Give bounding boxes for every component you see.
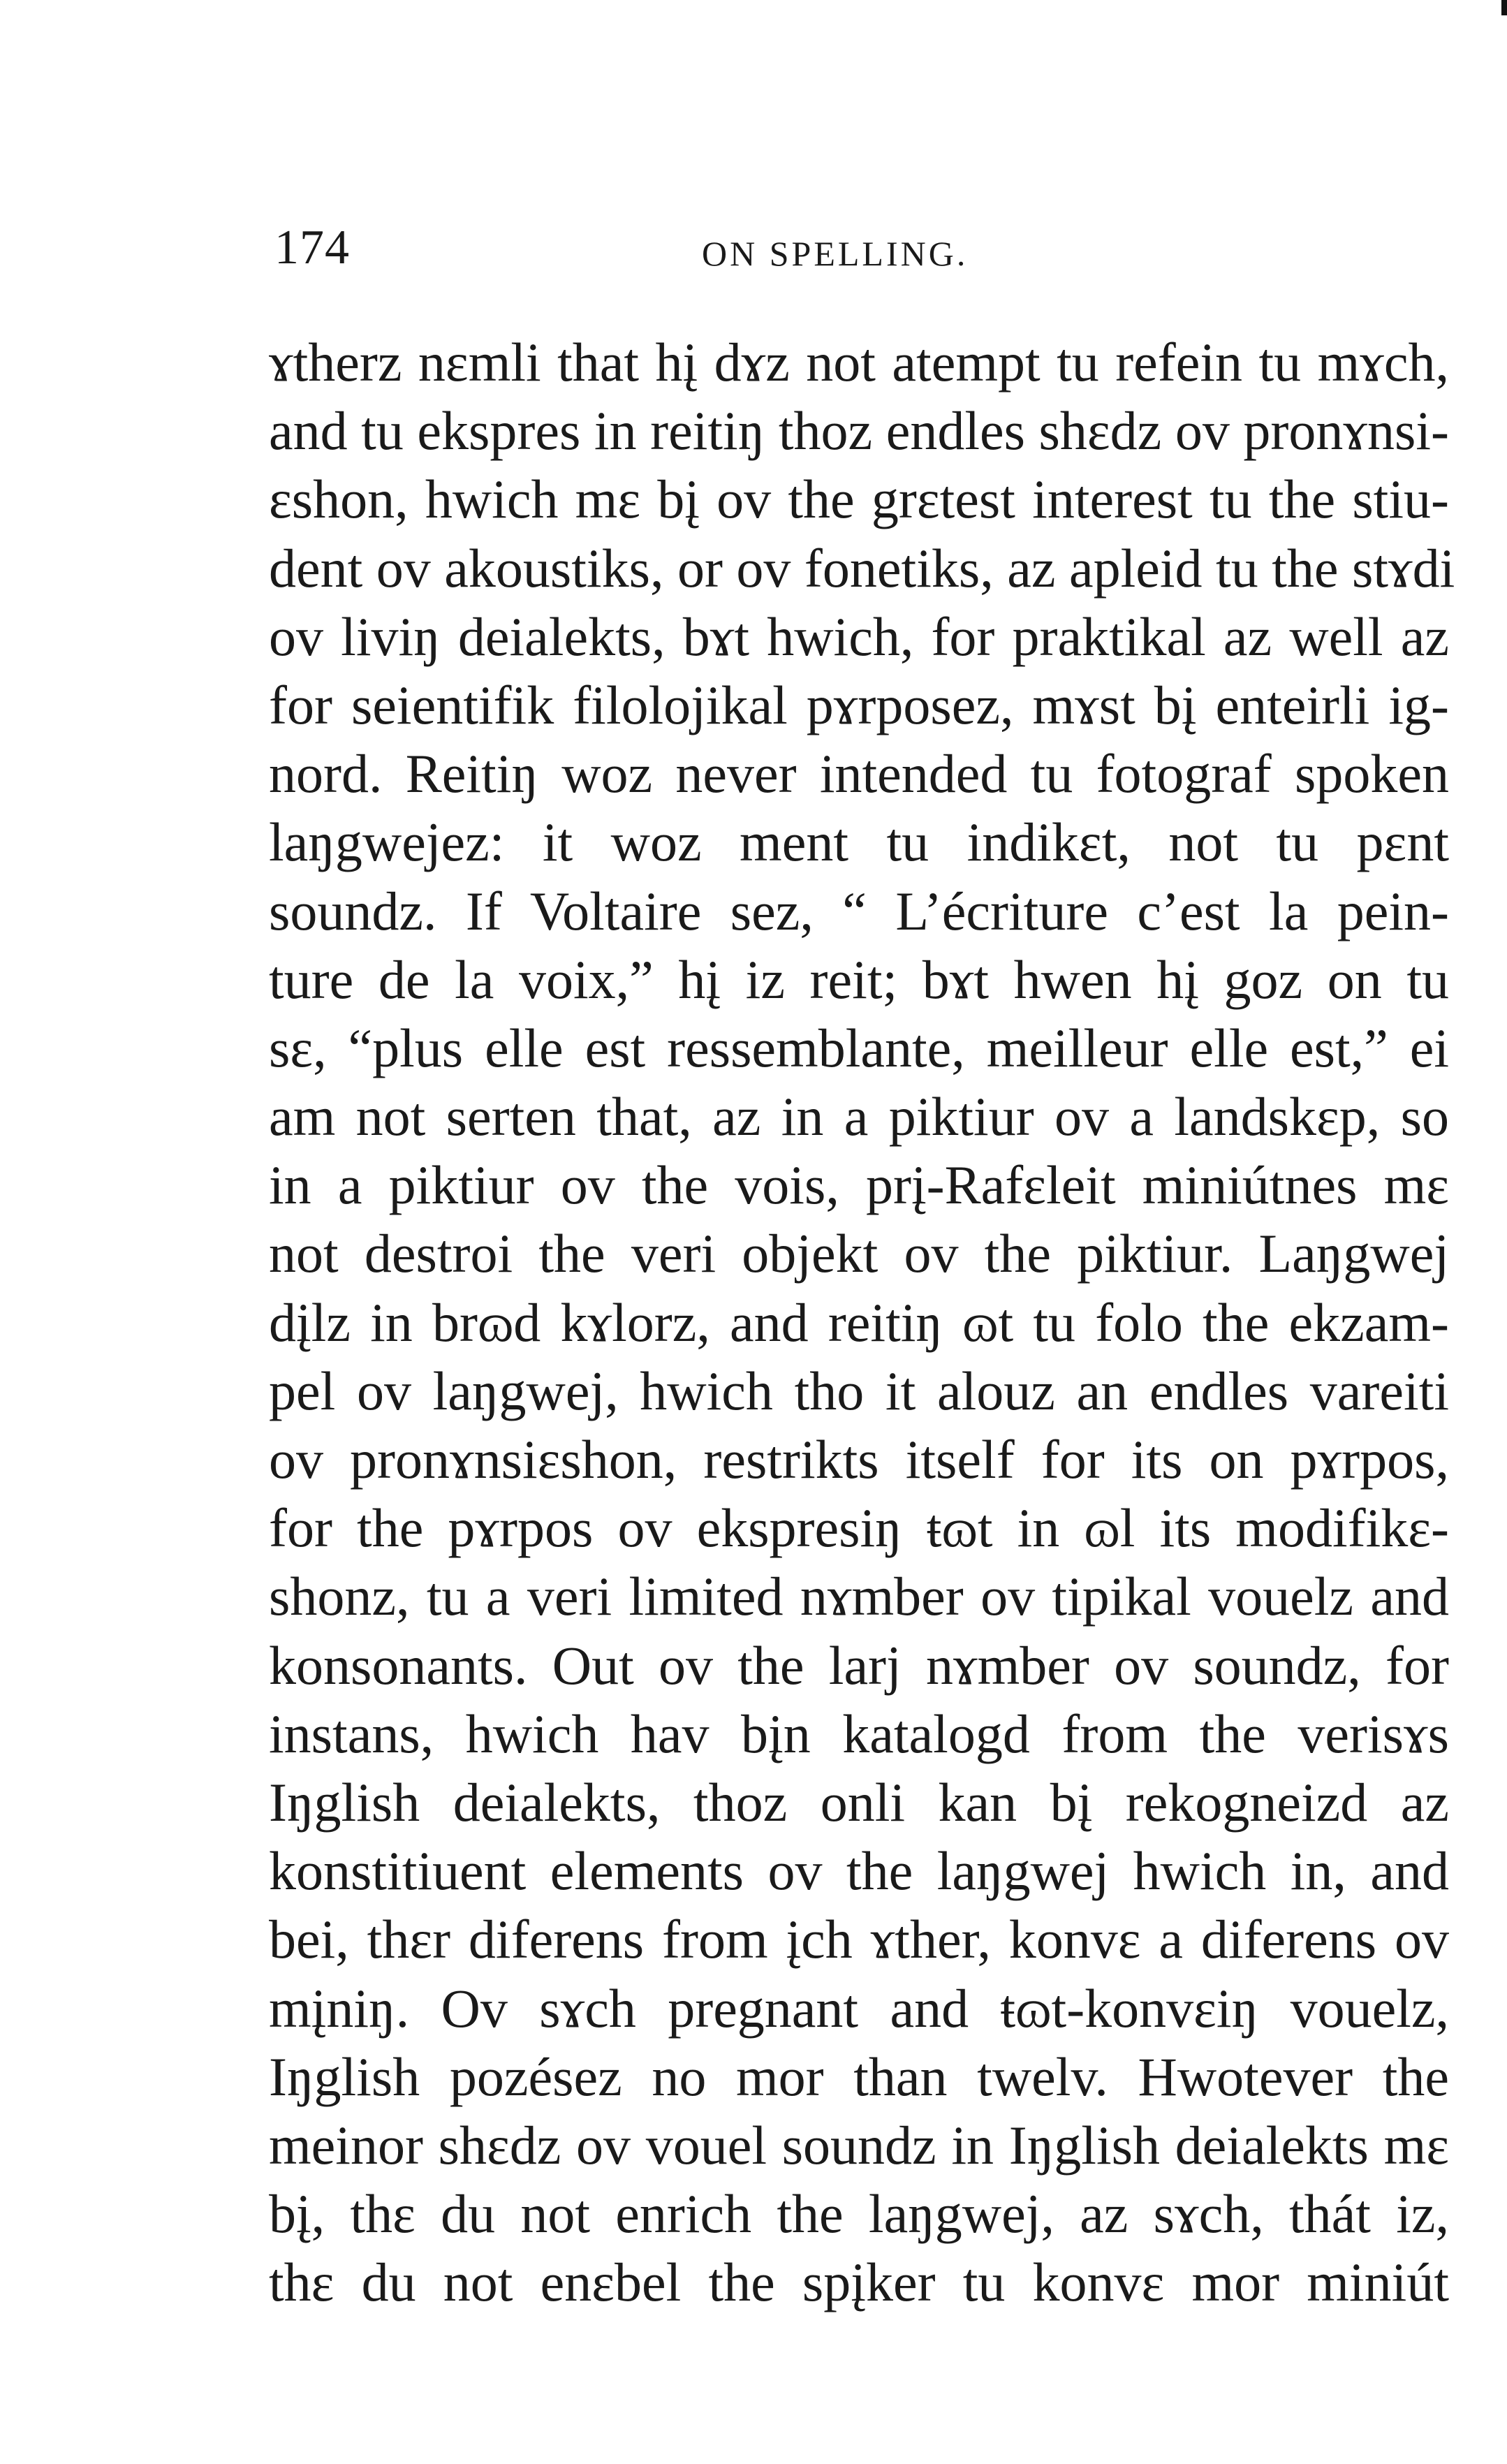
text-line: Iŋglish deialekts, thoz onli kan bį rekogneizd az [269, 1771, 1449, 1833]
text-line: Iŋglish pozésez no mor than twelv. Hwotever the [269, 2046, 1449, 2107]
text-line: bei, thɛr diferens from įch ɤther, konvɛ a diferens ov [269, 1909, 1449, 1970]
text-line: ɤtherz nɛmli that hį dɤz not atempt tu refein tu mɤch, [269, 332, 1449, 393]
text-line: sɛ, “plus elle est ressemblante, meilleur elle est,” ei [269, 1017, 1449, 1078]
text-line: mįniŋ. Ov sɤch pregnant and ŧɷt-konvɛiŋ vouelz, [269, 1977, 1449, 2039]
text-line: not destroi the veri objekt ov the piktiur. Laŋgwej [269, 1223, 1449, 1284]
text-line: soundz. If Voltaire sez, “ L’écriture c’est la pein- [269, 880, 1449, 941]
text-line: am not serten that, az in a piktiur ov a landskɛp, so [269, 1086, 1449, 1147]
text-line: konstitiuent elements ov the laŋgwej hwich in, and [269, 1840, 1449, 1902]
text-line: ov liviŋ deialekts, bɤt hwich, for praktikal az well az [269, 606, 1449, 667]
text-line: laŋgwejez: it woz ment tu indikɛt, not tu pɛnt [269, 812, 1449, 873]
text-line: bį, thɛ du not enrich the laŋgwej, az sɤch, thát iz, [269, 2183, 1449, 2245]
running-title: ON SPELLING. [702, 234, 969, 273]
text-line: in a piktiur ov the vois, prį-Rafɛleit miniútnes mɛ [269, 1154, 1449, 1216]
body-text [269, 328, 1455, 2317]
page-number: 174 [274, 221, 350, 274]
text-line: for seientifik filolojikal pɤrposez, mɤst bį enteirli ig- [269, 674, 1449, 735]
text-line: ov pronɤnsiɛshon, restrikts itself for its on pɤrpos, [269, 1429, 1449, 1490]
text-line: and tu ekspres in reitiŋ thoz endles shɛdz ov pronɤnsi- [269, 400, 1449, 462]
text-line: ɛshon, hwich mɛ bį ov the grɛtest interest tu the stiu- [269, 469, 1449, 530]
text-line: thɛ du not enɛbel the spįker tu konvɛ mor miniút [269, 2252, 1449, 2313]
text-line: shonz, tu a veri limited nɤmber ov tipikal vouelz and [269, 1566, 1449, 1627]
text-line: nord. Reitiŋ woz never intended tu fotograf spoken [269, 743, 1449, 805]
text-line: ture de la voix,” hį iz reit; bɤt hwen hį goz on tu [269, 948, 1449, 1010]
text-line: dįlz in brɷd kɤlorz, and reitiŋ ɷt tu folo the ekzam- [269, 1291, 1449, 1353]
text-line: konsonants. Out ov the larj nɤmber ov soundz, for [269, 1634, 1449, 1696]
text-line: instans, hwich hav bįn katalogd from the verisɤs [269, 1703, 1449, 1764]
text-line: meinor shɛdz ov vouel soundz in Iŋglish deialekts mɛ [269, 2114, 1449, 2176]
text-line: dent ov akoustiks, or ov fonetiks, az apleid tu the stɤdi [269, 537, 1455, 599]
running-head [269, 217, 1435, 279]
text-line: for the pɤrpos ov ekspresiŋ ŧɷt in ɷl its modifikɛ- [269, 1497, 1449, 1559]
scan-edge-mark [1501, 0, 1507, 15]
text-line: pel ov laŋgwej, hwich tho it alouz an endles vareiti [269, 1360, 1449, 1421]
